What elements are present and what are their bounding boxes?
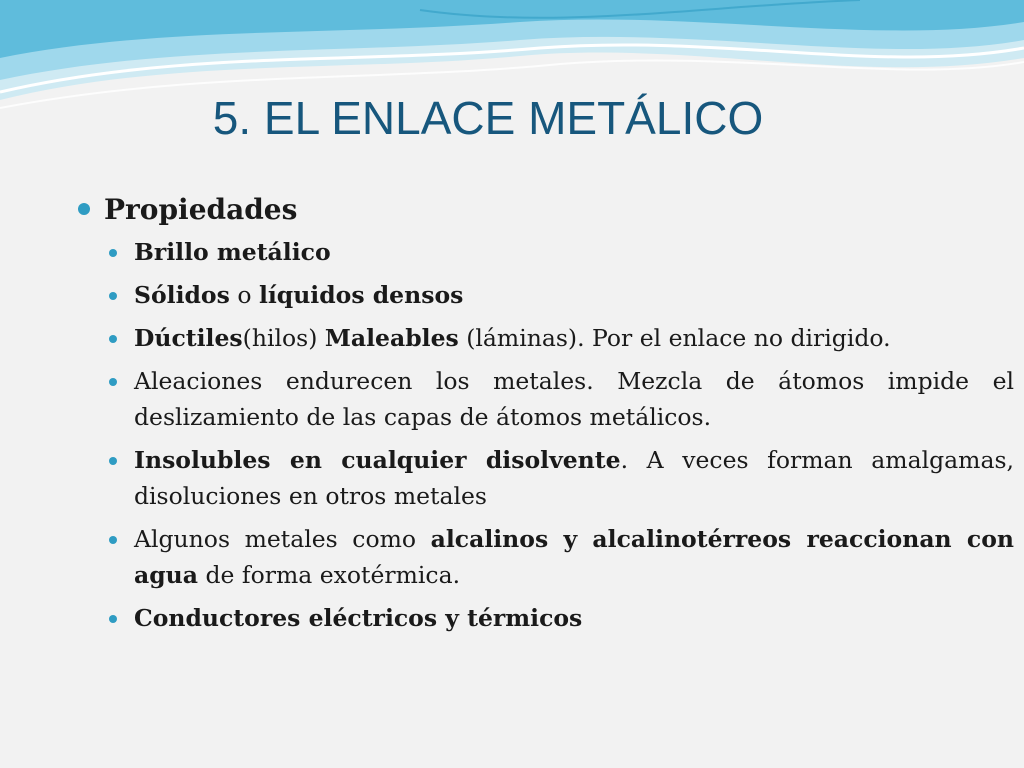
- property-list: [76, 234, 1014, 636]
- bold-text-segment: Conductores eléctricos y térmicos: [134, 604, 583, 632]
- bold-text-segment: Sólidos: [134, 281, 230, 309]
- bullet-dot-icon: [109, 536, 117, 544]
- bullet-dot-icon: [109, 457, 117, 465]
- text-segment: de forma exotérmica.: [197, 561, 461, 589]
- list-item: [104, 234, 1014, 270]
- bullet-dot-icon: [109, 378, 117, 386]
- list-item: [104, 600, 1014, 636]
- bullet-dot-icon: [109, 249, 117, 257]
- text-segment: (hilos): [242, 324, 325, 352]
- bullet-level1-propiedades: [76, 190, 1014, 230]
- bullet-dot-icon: [109, 615, 117, 623]
- bold-text-segment: Insolubles en cualquier disolvente: [134, 446, 621, 474]
- text-segment: (láminas). Por el enlace no dirigido.: [458, 324, 891, 352]
- section-heading: Propiedades: [104, 193, 298, 226]
- bold-text-segment: Brillo metálico: [134, 238, 331, 266]
- list-item: [104, 442, 1014, 514]
- bullet-dot-icon: [109, 292, 117, 300]
- text-segment: Algunos metales como: [134, 525, 431, 553]
- text-segment: Aleaciones endurecen los metales. Mezcla de átomos impide el deslizamiento de las capas de átomos metálicos.: [134, 367, 1014, 431]
- slide-content: [76, 190, 1014, 643]
- bold-text-segment: alcalinos y alcalinotérreos reaccionan con agua: [134, 525, 1014, 589]
- bullet-dot-icon: [78, 203, 90, 215]
- list-item: [104, 320, 1014, 356]
- bullet-dot-icon: [109, 335, 117, 343]
- bold-text-segment: líquidos densos: [258, 281, 464, 309]
- text-segment: . A veces forman amalgamas, disoluciones en otros metales: [134, 446, 1014, 510]
- slide-title: 5. EL ENLACE METÁLICO: [212, 92, 764, 144]
- text-segment: o: [229, 281, 259, 309]
- bold-text-segment: Maleables: [324, 324, 459, 352]
- list-item: [104, 363, 1014, 435]
- bold-text-segment: Dúctiles: [134, 324, 243, 352]
- list-item: [104, 521, 1014, 593]
- list-item: [104, 277, 1014, 313]
